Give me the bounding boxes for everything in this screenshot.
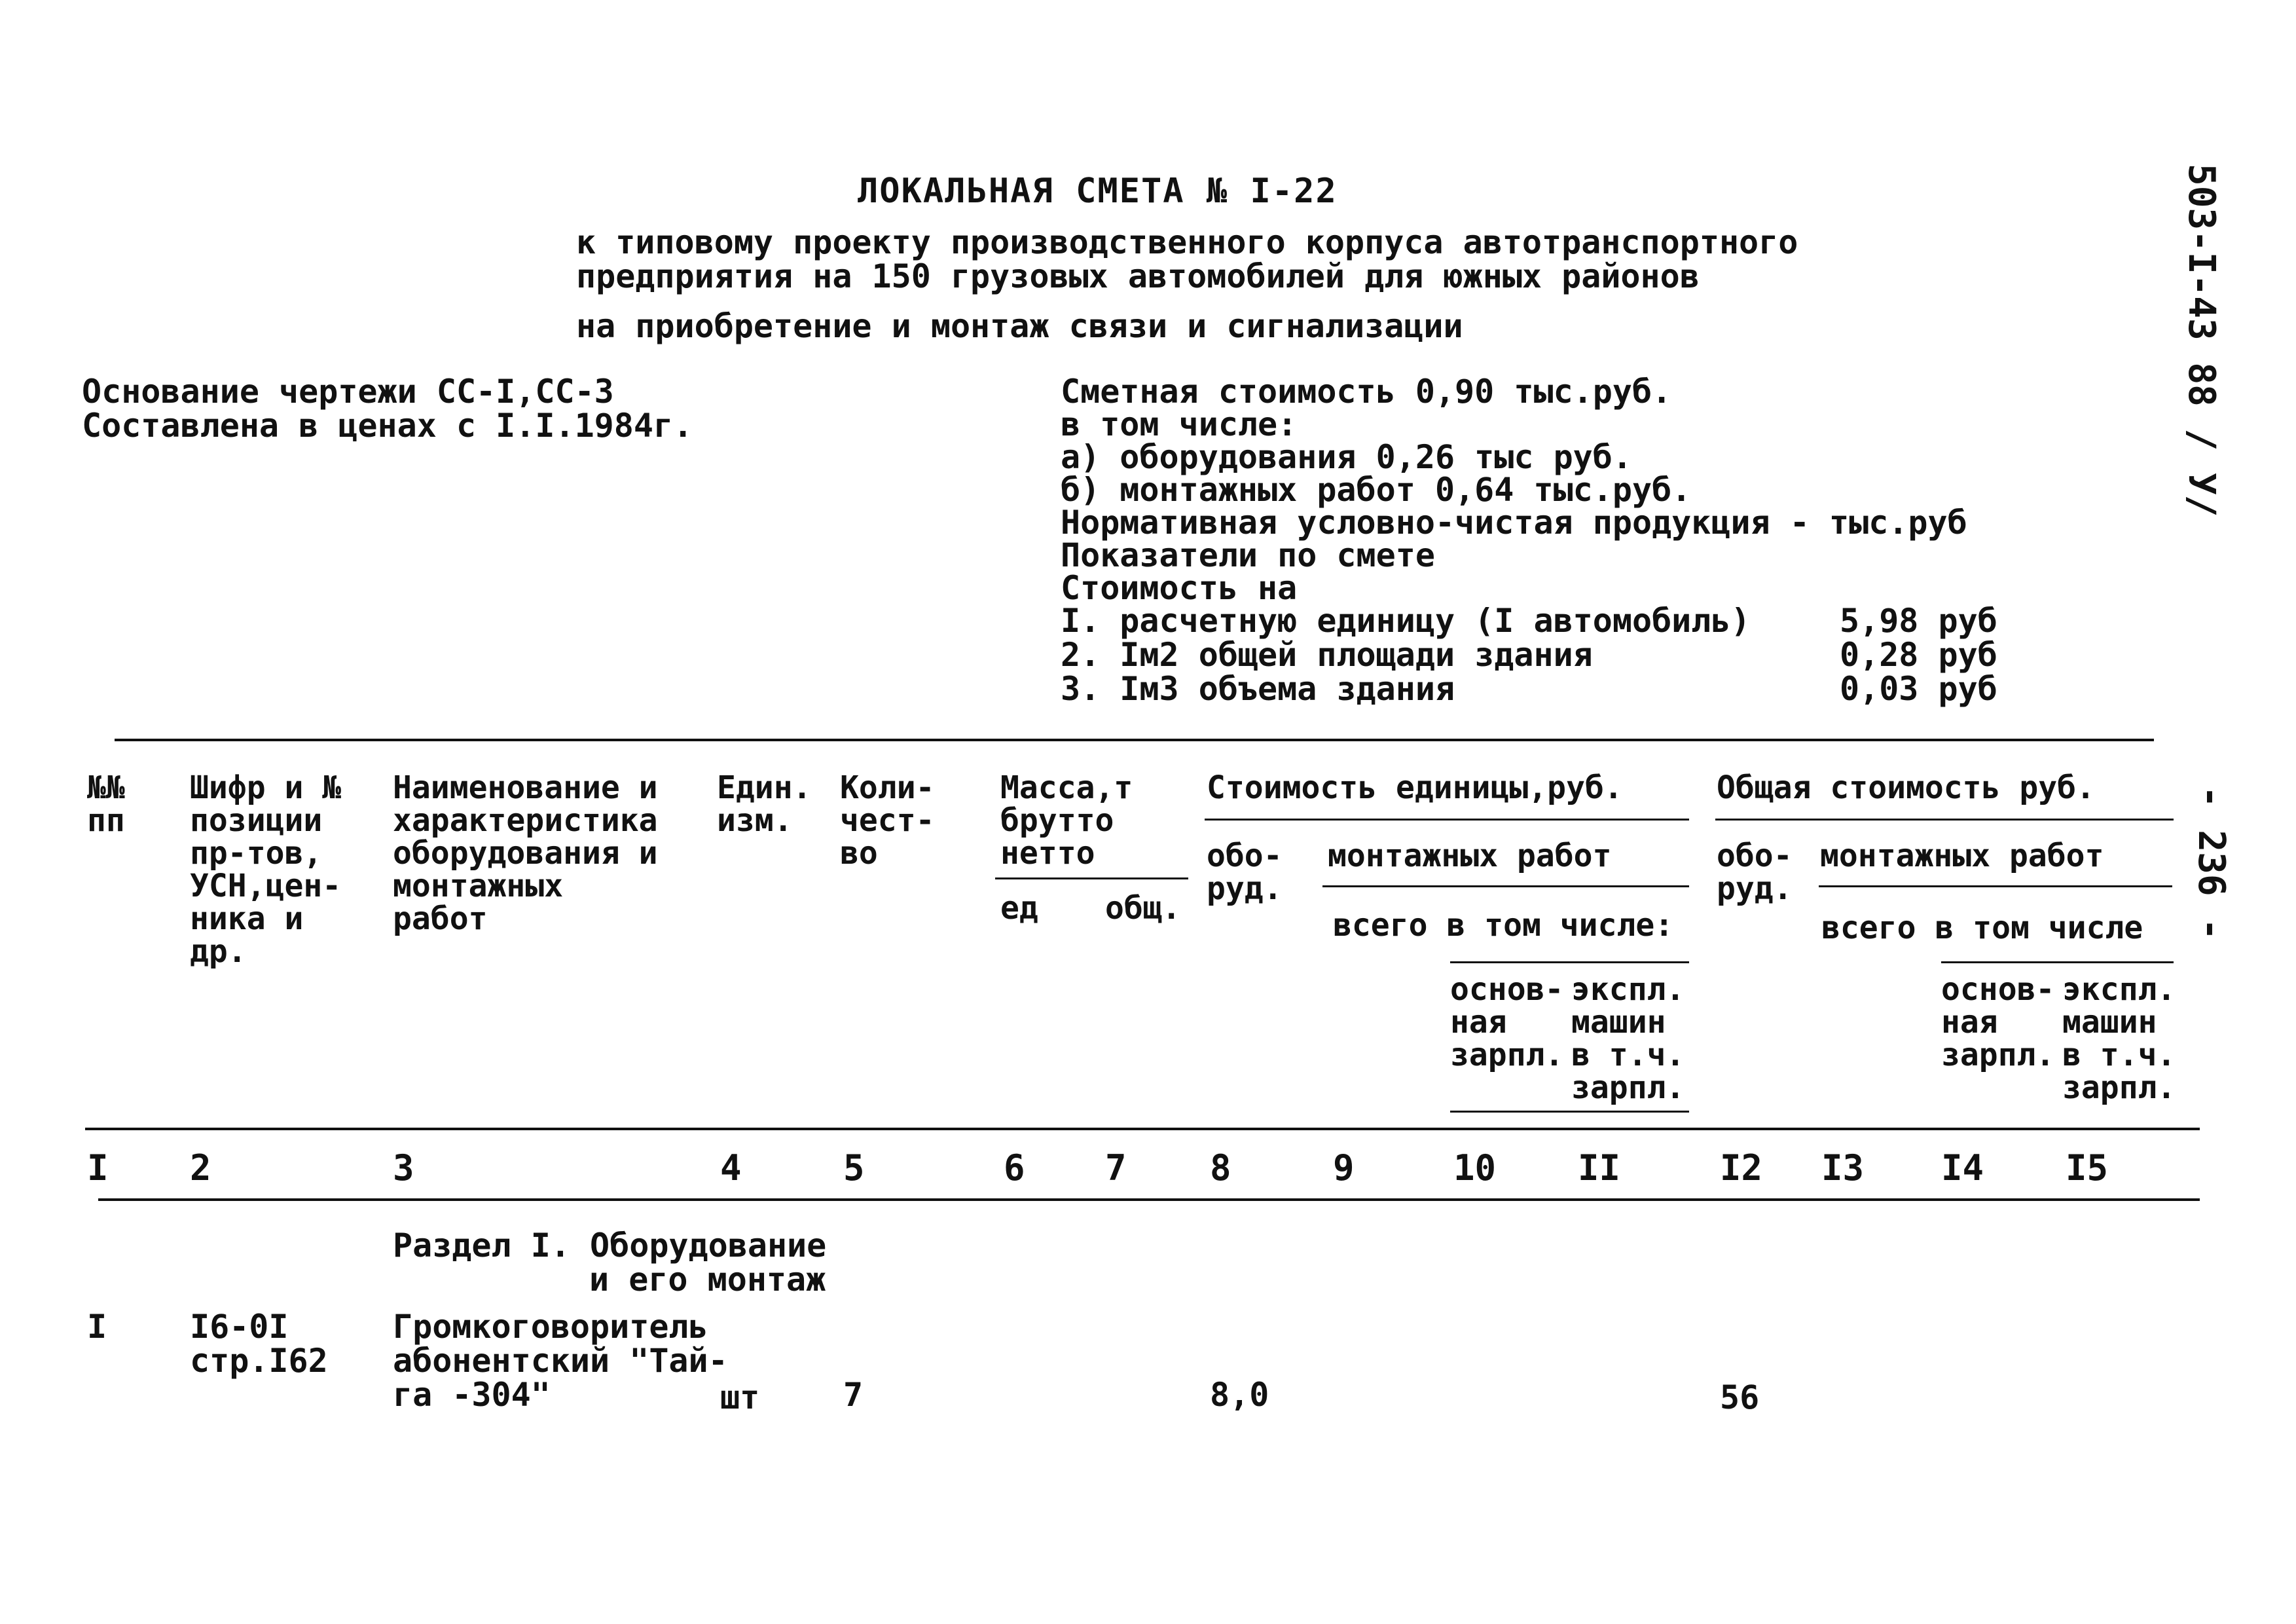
header-unit-osnov: основ- ная зарпл. — [1450, 971, 1564, 1073]
subtitle-line-1: к типовому проекту производственного корпуса автотранспортного — [576, 223, 1798, 261]
indicator-value-3: 0,03 руб — [1840, 670, 1997, 708]
colnum-9: 9 — [1333, 1147, 1355, 1189]
summary-installation: б) монтажных работ 0,64 тыс.руб. — [1061, 471, 1692, 509]
summary-cost-per: Стоимость на — [1061, 569, 1298, 607]
header-col-name: Наименование и характеристика оборудования и монтажных работ — [393, 769, 658, 937]
unit-bottom-sub-rule — [1450, 1111, 1689, 1113]
indicator-label-1: I. расчетную единицу (I автомобиль) — [1061, 602, 1751, 640]
side-code: 503-I-43 88 / У/ — [2180, 164, 2223, 517]
section-title: Раздел I. Оборудование и его монтаж — [393, 1227, 827, 1299]
colnum-1: I — [87, 1147, 109, 1189]
basis-line-2: Составлена в ценах с I.I.1984г. — [82, 407, 693, 445]
summary-equipment: а) оборудования 0,26 тыс руб. — [1061, 438, 1632, 476]
page-number: - 236 - — [2190, 786, 2232, 941]
colnum-13: I3 — [1821, 1147, 1865, 1189]
header-bottom-rule — [85, 1128, 2200, 1130]
header-unit-obo-rud: обо- руд. — [1207, 838, 1283, 907]
header-total-montazh: монтажных работ — [1820, 838, 2104, 874]
header-col-unit: Един. изм. — [717, 769, 812, 839]
total-sub-rule — [1941, 961, 2174, 963]
document-title: ЛОКАЛЬНАЯ СМЕТА № I-22 — [858, 172, 1338, 211]
summary-estimated-cost: Сметная стоимость 0,90 тыс.руб. — [1061, 373, 1672, 411]
header-col-num: №№ пп — [87, 769, 125, 839]
colnum-2: 2 — [190, 1147, 211, 1189]
colnum-5: 5 — [843, 1147, 865, 1189]
row-1-total-equipment: 56 — [1720, 1378, 1760, 1416]
unit-montazh-rule — [1322, 885, 1689, 887]
row-1-code: I6-0I стр.I62 — [190, 1308, 328, 1380]
colnum-7: 7 — [1105, 1147, 1127, 1189]
column-numbers-bottom-rule — [98, 1198, 2200, 1201]
subtitle-line-3: на приобретение и монтаж связи и сигнализации — [576, 307, 1463, 345]
colnum-11: II — [1578, 1147, 1621, 1189]
colnum-4: 4 — [720, 1147, 742, 1189]
unit-cost-rule — [1205, 819, 1689, 821]
summary-indicators-title: Показатели по смете — [1061, 536, 1435, 574]
colnum-3: 3 — [393, 1147, 414, 1189]
total-montazh-rule — [1819, 885, 2172, 887]
header-unit-vsego: всего в том числе: — [1333, 907, 1674, 944]
colnum-12: I2 — [1720, 1147, 1763, 1189]
header-mass-ed: ед — [1000, 890, 1038, 927]
colnum-15: I5 — [2066, 1147, 2109, 1189]
header-col-qty: Коли- чест- во — [840, 769, 935, 872]
colnum-8: 8 — [1210, 1147, 1231, 1189]
indicator-label-2: 2. Iм2 общей площади здания — [1061, 636, 1593, 674]
colnum-14: I4 — [1941, 1147, 1984, 1189]
header-unit-montazh: монтажных работ — [1328, 838, 1612, 874]
row-1-num: I — [87, 1308, 107, 1346]
colnum-6: 6 — [1004, 1147, 1025, 1189]
indicator-value-2: 0,28 руб — [1840, 636, 1997, 674]
row-1-unit: шт — [720, 1378, 760, 1416]
mass-rule — [995, 877, 1188, 879]
colnum-10: 10 — [1453, 1147, 1497, 1189]
header-total-vsego: всего в том числе — [1821, 910, 2143, 946]
header-total-cost: Общая стоимость руб. — [1717, 769, 2095, 806]
unit-sub-rule — [1450, 961, 1689, 963]
basis-line-1: Основание чертежи СС-I,СС-3 — [82, 373, 614, 411]
row-1-name: Громкоговоритель абонентский "Тай- га -304" — [393, 1308, 728, 1414]
header-unit-cost: Стоимость единицы,руб. — [1207, 769, 1623, 806]
subtitle-line-2: предприятия на 150 грузовых автомобилей для южных районов — [576, 257, 1700, 295]
table-top-rule — [115, 739, 2154, 741]
summary-including: в том числе: — [1061, 405, 1298, 443]
indicator-value-1: 5,98 руб — [1840, 602, 1997, 640]
header-unit-ekspl: экспл. машин в т.ч. зарпл. — [1571, 971, 1685, 1106]
header-col-code: Шифр и № позиции пр-тов, УСН,цен- ника и др. — [190, 769, 342, 970]
header-total-osnov: основ- ная зарпл. — [1941, 971, 2055, 1073]
summary-normative-product: Нормативная условно-чистая продукция - тыс.руб — [1061, 504, 1967, 542]
row-1-unit-equipment: 8,0 — [1210, 1376, 1269, 1414]
header-total-ekspl: экспл. машин в т.ч. зарпл. — [2062, 971, 2176, 1106]
header-mass: Масса,т брутто нетто — [1000, 769, 1133, 872]
header-total-obo-rud: обо- руд. — [1717, 838, 1793, 907]
row-1-qty: 7 — [843, 1376, 864, 1414]
header-mass-obsh: общ. — [1105, 890, 1181, 927]
total-cost-rule — [1715, 819, 2174, 821]
indicator-label-3: 3. Iм3 объема здания — [1061, 670, 1455, 708]
